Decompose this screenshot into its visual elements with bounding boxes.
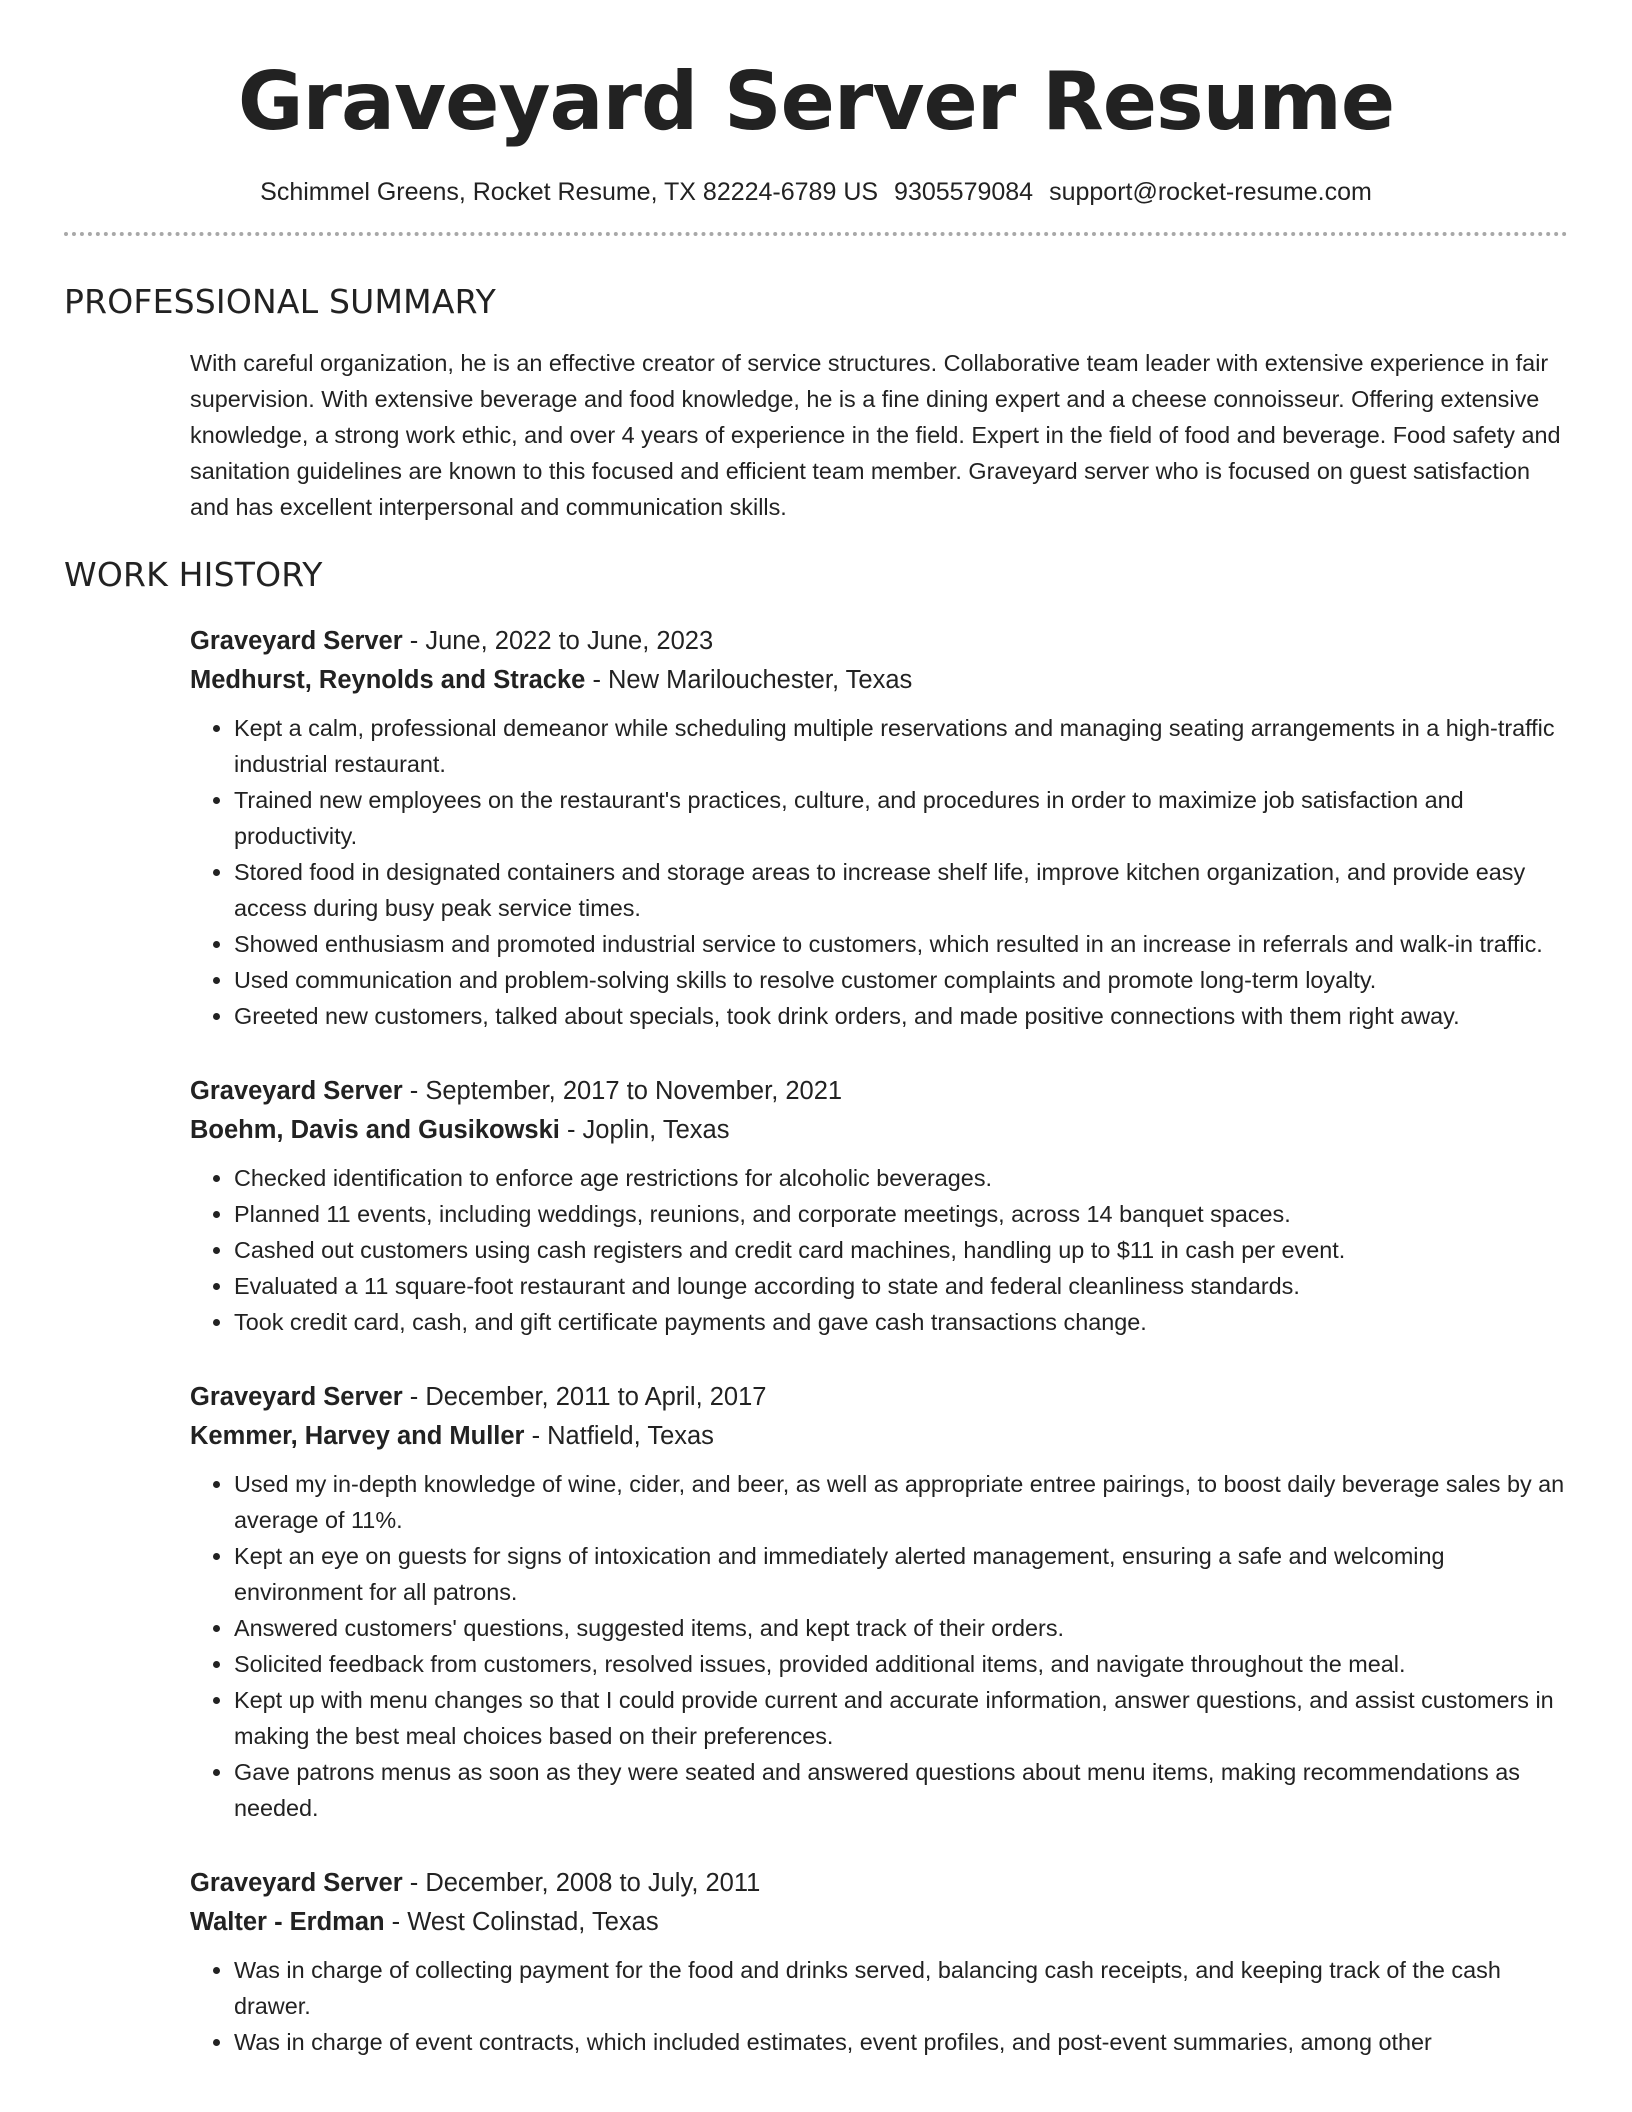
- job-entry: [190, 1378, 1568, 1826]
- job-location: - West Colinstad, Texas: [384, 1908, 659, 1936]
- job-bullets: [190, 1160, 1568, 1340]
- job-bullet: • Cashed out customers using cash registers and credit card machines, handling up to $11 in cash per event.: [234, 1232, 1568, 1268]
- job-bullet: • Greeted new customers, talked about specials, took drink orders, and made positive connections with them right away.: [234, 998, 1568, 1034]
- job-bullet: • Used communication and problem-solving skills to resolve customer complaints and promote long-term loyalty.: [234, 962, 1568, 998]
- job-bullets: [190, 710, 1568, 1034]
- work-history-heading: WORK HISTORY: [64, 555, 323, 594]
- jobs-list: [64, 622, 1568, 2060]
- job-title-line: [190, 622, 1568, 661]
- job-title-line: [190, 1864, 1568, 1903]
- job-entry: [190, 1072, 1568, 1340]
- job-company-line: [190, 1417, 1568, 1456]
- job-company: Medhurst, Reynolds and Stracke: [190, 666, 586, 694]
- job-entry: [190, 1864, 1568, 2060]
- job-bullet: • Showed enthusiasm and promoted industrial service to customers, which resulted in an increase in referrals and walk-in traffic.: [234, 926, 1568, 962]
- job-dates: - September, 2017 to November, 2021: [402, 1077, 843, 1105]
- job-company: Walter - Erdman: [190, 1908, 385, 1936]
- job-title: Graveyard Server: [190, 1077, 403, 1105]
- job-bullet: • Took credit card, cash, and gift certificate payments and gave cash transactions change.: [234, 1304, 1568, 1340]
- job-bullet: • Checked identification to enforce age restrictions for alcoholic beverages.: [234, 1160, 1568, 1196]
- job-bullets: [190, 1466, 1568, 1826]
- job-company-line: [190, 1903, 1568, 1942]
- job-title: Graveyard Server: [190, 1869, 403, 1897]
- job-title-line: [190, 1072, 1568, 1111]
- job-location: - Natfield, Texas: [524, 1422, 714, 1450]
- job-bullet: • Kept an eye on guests for signs of intoxication and immediately alerted management, ensuring a safe and welcoming environment for all patrons.: [234, 1538, 1568, 1610]
- job-bullet: • Was in charge of collecting payment for the food and drinks served, balancing cash receipts, and keeping track of the cash drawer.: [234, 1952, 1568, 2024]
- job-company-line: [190, 1111, 1568, 1150]
- job-bullet: • Kept up with menu changes so that I could provide current and accurate information, answer questions, and assist customers in making the best meal choices based on their preferences.: [234, 1682, 1568, 1754]
- job-bullet: • Stored food in designated containers and storage areas to increase shelf life, improve kitchen organization, and provide easy access during busy peak service times.: [234, 854, 1568, 926]
- job-dates: - June, 2022 to June, 2023: [402, 627, 714, 655]
- contact-email: support@rocket-resume.com: [1049, 178, 1372, 206]
- job-bullet: • Planned 11 events, including weddings, reunions, and corporate meetings, across 14 banquet spaces.: [234, 1196, 1568, 1232]
- job-title-line: [190, 1378, 1568, 1417]
- job-company: Boehm, Davis and Gusikowski: [190, 1116, 560, 1144]
- job-company: Kemmer, Harvey and Muller: [190, 1422, 525, 1450]
- job-entry: [190, 622, 1568, 1034]
- job-dates: - December, 2008 to July, 2011: [402, 1869, 761, 1897]
- job-bullet: • Used my in-depth knowledge of wine, cider, and beer, as well as appropriate entree pairings, to boost daily beverage sales by an average of 11%.: [234, 1466, 1568, 1538]
- job-bullet: • Solicited feedback from customers, resolved issues, provided additional items, and navigate throughout the meal.: [234, 1646, 1568, 1682]
- job-title: Graveyard Server: [190, 1383, 403, 1411]
- resume-title: Graveyard Server Resume: [237, 55, 1395, 148]
- job-bullets: [190, 1952, 1568, 2060]
- contact-address: Schimmel Greens, Rocket Resume, TX 82224-6789 US: [260, 178, 879, 206]
- job-location: - Joplin, Texas: [559, 1116, 730, 1144]
- job-location: - New Marilouchester, Texas: [585, 666, 913, 694]
- job-bullet: • Evaluated a 11 square-foot restaurant and lounge according to state and federal cleanliness standards.: [234, 1268, 1568, 1304]
- contact-line: [64, 178, 1568, 207]
- summary-heading: PROFESSIONAL SUMMARY: [64, 282, 496, 321]
- summary-text: With careful organization, he is an effective creator of service structures. Collaborative team leader with extensive experience in fair supervision. With extensive beverage and food knowledge, he is a fine dining expert and a cheese connoisseur. Offering extensive knowledge, a strong work ethic, and over 4 years of experience in the field. Expert in the field of food and beverage. Food safety and sanitation guidelines are known to this focused and efficient team member. Graveyard server who is focused on guest satisfaction and has excellent interpersonal and communication skills.: [190, 350, 1561, 520]
- contact-phone: 9305579084: [894, 178, 1034, 206]
- job-title: Graveyard Server: [190, 627, 403, 655]
- resume-page: [64, 0, 1568, 2098]
- job-dates: - December, 2011 to April, 2017: [402, 1383, 767, 1411]
- job-bullet: • Answered customers' questions, suggested items, and kept track of their orders.: [234, 1610, 1568, 1646]
- job-bullet: • Trained new employees on the restaurant's practices, culture, and procedures in order to maximize job satisfaction and productivity.: [234, 782, 1568, 854]
- job-bullet: • Was in charge of event contracts, which included estimates, event profiles, and post-event summaries, among other: [234, 2024, 1568, 2060]
- job-bullet: • Gave patrons menus as soon as they were seated and answered questions about menu items, making recommendations as needed.: [234, 1754, 1568, 1826]
- job-company-line: [190, 661, 1568, 700]
- job-bullet: • Kept a calm, professional demeanor while scheduling multiple reservations and managing seating arrangements in a high-traffic industrial restaurant.: [234, 710, 1568, 782]
- header-divider: [64, 232, 1568, 236]
